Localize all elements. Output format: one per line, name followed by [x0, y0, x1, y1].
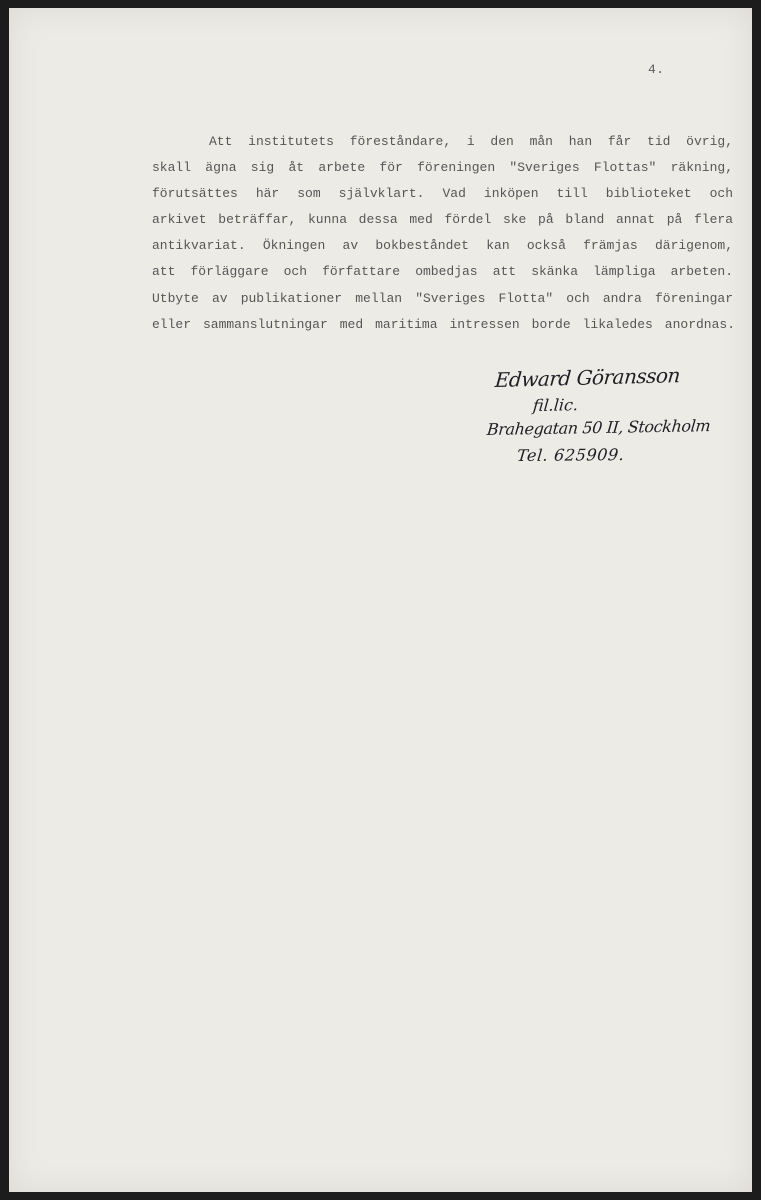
page-number: 4. [648, 62, 665, 77]
paragraph-line: arkivet beträffar, kunna dessa med fördel ske på bland annat på flera [152, 212, 733, 228]
paragraph-line: Utbyte av publikationer mellan "Sveriges Flotta" och andra föreningar [152, 290, 733, 306]
document-page [9, 8, 752, 1192]
handwritten-signature [486, 363, 757, 471]
body-paragraph [152, 129, 752, 338]
signature-title: fil.lic. [532, 395, 579, 416]
paragraph-line: förutsättes här som självklart. Vad inköpen till biblioteket och [152, 186, 733, 202]
paragraph-line: antikvariat. Ökningen av bokbeståndet kan också främjas därigenom, [152, 238, 733, 254]
signature-phone: Tel. 625909. [516, 445, 626, 466]
paragraph-line: skall ägna sig åt arbete för föreningen "Sveriges Flottas" räkning, [152, 160, 733, 176]
paragraph-line: att förläggare och författare ombedjas att skänka lämpliga arbeten. [152, 264, 733, 280]
signature-name: Edward Göransson [494, 363, 681, 393]
signature-address: Brahegatan 50 II, Stockholm [486, 416, 712, 440]
paragraph-line: eller sammanslutningar med maritima intressen borde likaledes anordnas. [152, 316, 735, 332]
paragraph-line: Att institutets föreståndare, i den mån han får tid övrig, [209, 134, 733, 149]
